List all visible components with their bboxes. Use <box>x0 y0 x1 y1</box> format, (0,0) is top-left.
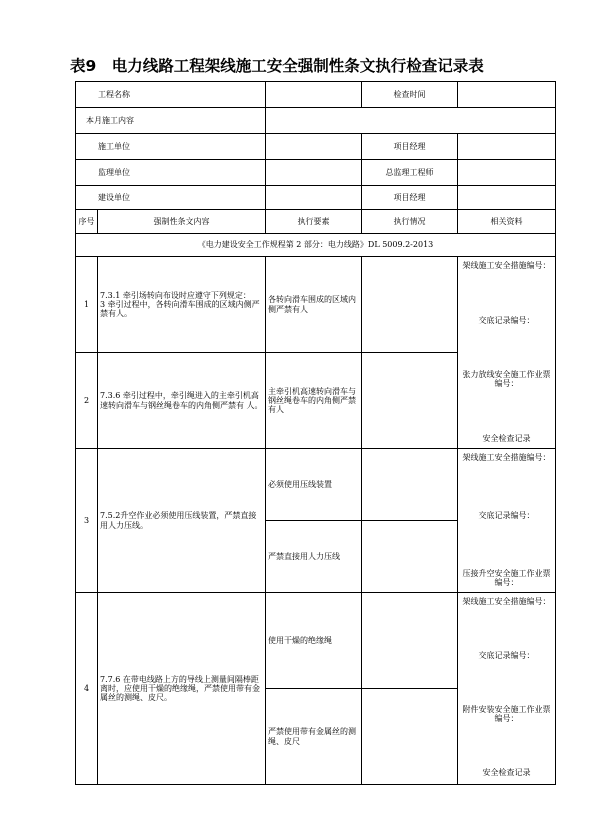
row-3-status-2[interactable] <box>362 521 458 593</box>
check-time-label: 检查时间 <box>362 82 458 108</box>
col-header-elements: 执行要素 <box>266 210 362 234</box>
row-1-status[interactable] <box>362 257 458 353</box>
row-3-related <box>458 449 556 593</box>
page-title: 表9 电力线路工程架线施工安全强制性条文执行检查记录表 <box>70 57 484 75</box>
row-4-clause: 7.7.6 在带电线路上方的导线上测量间隔棒距离时，应使用干燥的绝缘绳，严禁使用带有金属丝的测绳、皮尺。 <box>98 593 266 785</box>
project-manager-label: 项目经理 <box>362 134 458 160</box>
owner-unit-value[interactable] <box>266 186 362 210</box>
project-manager-value[interactable] <box>458 134 556 160</box>
row-4-status-1[interactable] <box>362 593 458 689</box>
col-header-related: 相关资料 <box>458 210 556 234</box>
row-3-element-1: 必须使用压线装置 <box>266 449 362 521</box>
row-4-element-1: 使用干燥的绝缘绳 <box>266 593 362 689</box>
related-2-measure-no: 架线施工安全措施编号： <box>462 453 551 462</box>
section-title: 《电力建设安全工作规程第 2 部分：电力线路》DL 5009.2-2013 <box>76 234 556 257</box>
row-1-element-1: 各转向滑车围成的区域内侧严禁有人 <box>266 257 362 353</box>
col-header-no: 序号 <box>76 210 98 234</box>
construction-unit-label: 施工单位 <box>76 134 266 160</box>
check-time-value[interactable] <box>458 82 556 108</box>
row-4-status-2[interactable] <box>362 689 458 785</box>
chief-supervisor-value[interactable] <box>458 160 556 186</box>
row-3-status-1[interactable] <box>362 449 458 521</box>
construction-unit-value[interactable] <box>266 134 362 160</box>
row-1-2-related <box>458 257 556 449</box>
related-2-briefing-no: 交底记录编号： <box>478 510 535 520</box>
row-1-clause: 7.3.1 牵引场转向布设时应遵守下列规定： 3 牵引过程中，各转向滑车围成的区域内侧严禁有人。 <box>98 257 266 353</box>
row-4-related <box>458 593 556 785</box>
row-2-status[interactable] <box>362 353 458 449</box>
related-3-briefing-no: 交底记录编号： <box>478 650 535 660</box>
row-1-no: 1 <box>76 257 98 353</box>
related-1-briefing-no: 交底记录编号： <box>478 315 535 325</box>
monthly-content-label: 本月施工内容 <box>76 108 266 134</box>
related-1-safety-check: 安全检查记录 <box>482 433 531 443</box>
owner-manager-label: 项目经理 <box>362 186 458 210</box>
related-3-worksheet-no: 附件安装安全施工作业票编号： <box>462 704 551 723</box>
project-name-label: 工程名称 <box>76 82 266 108</box>
row-4-no: 4 <box>76 593 98 785</box>
row-2-clause: 7.3.6 牵引过程中，牵引绳进入的主牵引机高速转向滑车与钢丝绳卷车的内角侧严禁有 人。 <box>98 353 266 449</box>
owner-manager-value[interactable] <box>458 186 556 210</box>
project-name-value[interactable] <box>266 82 362 108</box>
owner-unit-label: 建设单位 <box>76 186 266 210</box>
related-2-worksheet-no: 压接升空安全施工作业票编号： <box>462 568 551 587</box>
related-1-measure-no: 架线施工安全措施编号： <box>462 261 551 270</box>
related-1-worksheet-no: 张力放线安全施工作业票编号： <box>462 370 551 389</box>
row-2-element-1: 主牵引机高速转向滑车与钢丝绳卷车的内角侧严禁有人 <box>266 353 362 449</box>
inspection-record-table <box>75 81 556 785</box>
supervision-unit-label: 监理单位 <box>76 160 266 186</box>
related-3-safety-check: 安全检查记录 <box>482 767 531 777</box>
row-3-no: 3 <box>76 449 98 593</box>
row-4-element-2: 严禁使用带有金属丝的测绳、皮尺 <box>266 689 362 785</box>
row-2-no: 2 <box>76 353 98 449</box>
col-header-clause: 强制性条文内容 <box>98 210 266 234</box>
monthly-content-value[interactable] <box>266 108 556 134</box>
row-3-clause: 7.5.2升空作业必须使用压线装置，严禁直接用人力压线。 <box>98 449 266 593</box>
supervision-unit-value[interactable] <box>266 160 362 186</box>
related-3-measure-no: 架线施工安全措施编号： <box>462 597 551 606</box>
col-header-status: 执行情况 <box>362 210 458 234</box>
row-3-element-2: 严禁直接用人力压线 <box>266 521 362 593</box>
chief-supervisor-label: 总监理工程师 <box>362 160 458 186</box>
